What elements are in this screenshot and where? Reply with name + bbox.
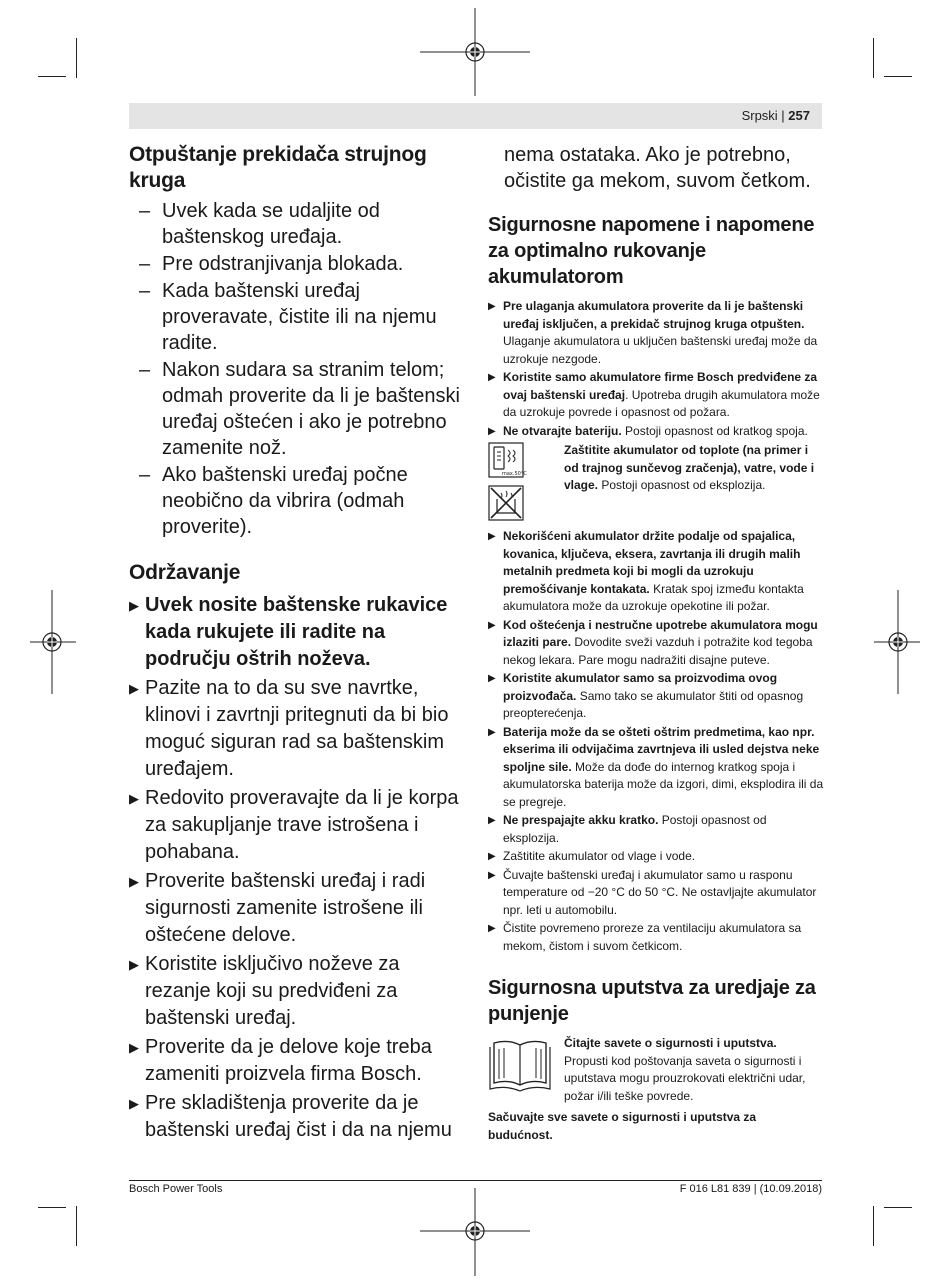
list-item (488, 369, 824, 422)
list-item (488, 812, 824, 847)
list-item-text: Proverite baštenski uređaj i radi sigurnosti zamenite istrošene ili oštećene delove. (145, 870, 426, 946)
list-item-text: Zaštitite akumulator od vlage i vode. (503, 849, 696, 863)
list-item (129, 868, 467, 949)
list-item-bold: Kod oštećenja i nestručne upotrebe akumulatora mogu izlaziti pare. (503, 617, 818, 649)
list-item-text: Proverite da je delove koje treba zameniti proizvela firma Bosch. (145, 1036, 432, 1085)
header-text: Srpski | 257 (741, 108, 810, 123)
footer-rule (129, 1180, 822, 1181)
crop-mark (38, 76, 66, 77)
list-item (129, 785, 467, 866)
list-item-text: Čistite povremeno proreze za ventilaciju akumulatora sa mekom, čistom i suvom četkicom. (503, 921, 802, 953)
heat-warning-text (564, 442, 824, 495)
heat-warning-rest: Postoji opasnost od eksplozija. (598, 478, 766, 492)
triangle-bullet-icon: ▶ (488, 923, 496, 934)
continued-paragraph: nema ostataka. Ako je potrebno, očistite ga mekom, suvom četkom. (504, 144, 811, 192)
triangle-bullet-icon: ▶ (488, 531, 496, 542)
list-item (488, 617, 824, 670)
crop-mark (873, 38, 874, 78)
list-item (488, 920, 824, 955)
crop-mark (873, 1206, 874, 1246)
triangle-bullet-icon: ▶ (488, 851, 496, 862)
heat-warning-block (488, 442, 824, 522)
list-item-text: Redovito proveravajte da li je korpa za sakupljanje trave istrošena i pohabana. (145, 787, 459, 863)
read-instructions-rest: Propusti kod poštovanja saveta o sigurnosti i uputstava mogu prouzrokovati električni udar, požar i/ili teške povrede. (564, 1053, 806, 1103)
triangle-bullet-icon: ▶ (488, 425, 496, 437)
footer-brand: Bosch Power Tools (129, 1183, 223, 1195)
dash-bullet: – (139, 359, 151, 381)
triangle-bullet-icon: ▶ (488, 301, 496, 312)
header-language: Srpski (741, 108, 778, 123)
registration-mark-icon (30, 590, 76, 694)
list-item (129, 592, 467, 673)
dash-bullet: – (139, 200, 151, 222)
list-item-text: Uvek kada se udaljite od baštenskog uređaja. (162, 200, 380, 248)
list-item-text: Kada baštenski uređaj proveravate, čistite ili na njemu radite. (162, 280, 437, 354)
list-item-text: Može da dođe do internog kratkog spoja i akumulatorska baterija može da izgori, dimi, eksplodira ili da se pregreje. (503, 759, 824, 809)
list-item (488, 298, 824, 368)
list-item-bold: Koristite akumulator samo sa proizvodima ovog proizvođača. (503, 671, 778, 703)
heat-protection-icon (488, 442, 527, 478)
list-item-bold: Ne prespajajte akku kratko. (503, 813, 659, 827)
list-item (129, 198, 467, 250)
triangle-bullet-icon: ▶ (488, 372, 496, 383)
list-item-text: Pre odstranjivanja blokada. (162, 253, 404, 275)
list-item-text: Uvek nosite baštenske rukavice kada rukujete ili radite na području oštrih noževa. (145, 594, 448, 670)
list-item (129, 278, 467, 356)
section-heading-battery-safety: Sigurnosne napomene i napomene za optimalno rukovanje akumulatorom (488, 214, 815, 288)
right-column (488, 142, 824, 1144)
triangle-bullet-icon: ▶ (129, 681, 139, 696)
list-item (129, 1090, 467, 1144)
read-instructions-bold: Čitajte savete o sigurnosti i uputstva. (564, 1036, 777, 1050)
list-item (488, 724, 824, 812)
triangle-bullet-icon: ▶ (129, 1040, 139, 1055)
dash-bullet: – (139, 464, 151, 486)
list-item-text: Čuvajte baštenski uređaj i akumulator samo u rasponu temperature od −20 °C do 50 °C. Ne ostavljajte akumulator npr. leti u automobilu. (503, 867, 817, 917)
registration-mark-icon (420, 1188, 530, 1276)
crop-mark (38, 1207, 66, 1208)
crop-mark (884, 1207, 912, 1208)
list-item-text: Dovodite sveži vazduh i potražite kod tegoba nekog lekara. Pare mogu nadražiti disajne puteve. (503, 635, 813, 667)
list-item (129, 251, 467, 277)
triangle-bullet-icon: ▶ (488, 726, 496, 738)
list-item-text: Koristite isključivo noževe za rezanje koji su predviđeni za baštenski uređaj. (145, 953, 400, 1029)
dash-bullet: – (139, 280, 151, 302)
list-item-text: Samo tako se akumulator štiti od opasnog preopterećenja. (503, 688, 804, 720)
registration-mark-icon (420, 8, 530, 96)
triangle-bullet-icon: ▶ (129, 598, 139, 613)
maintenance-list (129, 592, 467, 1144)
closing-note: Sačuvajte sve savete o sigurnosti i uputstva za budućnost. (488, 1110, 757, 1142)
list-item-text: Postoji opasnost od kratkog spoja. (621, 423, 808, 438)
list-item (488, 423, 824, 441)
no-water-icon (488, 485, 524, 521)
page-header (129, 103, 822, 129)
list-item-bold: Pre ulaganja akumulatora proverite da li je baštenski uređaj isključen, a prekidač strujnog kruga otpušten. (503, 299, 805, 331)
triangle-bullet-icon: ▶ (488, 815, 496, 826)
list-item (129, 675, 467, 783)
list-item-bold: Koristite samo akumulatore firme Bosch predviđene za ovaj baštenski uređaj (503, 370, 818, 402)
list-item (129, 462, 467, 540)
list-item (129, 357, 467, 461)
read-instructions-block (488, 1035, 824, 1105)
list-item (129, 1034, 467, 1088)
triangle-bullet-icon: ▶ (129, 957, 139, 972)
list-item-text: Kratak spoj između kontakta akumulatora može da uzrokuje opekotine ili požar. (503, 581, 804, 613)
crop-mark (76, 38, 77, 78)
list-item-text: Pazite na to da su sve navrtke, klinovi i zavrtnji pritegnuti da bi bio moguć siguran rad sa baštenskim uređajem. (145, 677, 449, 780)
heat-warning-bold: Zaštitite akumulator od toplote (na primer i od trajnog sunčevog zračenja), vatre, vode i vlage. (564, 443, 815, 492)
read-manual-icon (488, 1037, 552, 1093)
page-number: 257 (788, 108, 810, 123)
list-item-text: Postoji opasnost od eksplozija. (503, 813, 767, 845)
list-item-bold: Ne otvarajte bateriju. (503, 423, 622, 438)
list-item-bold: Nekorišćeni akumulator držite podalje od spajalica, kovanica, ključeva, eksera, zavrtanja ili drugih malih metalnih predmeta koji bi mogli da uzrokuju premošćivanje kontakata. (503, 529, 801, 596)
footer-doc-id: F 016 L81 839 | (10.09.2018) (679, 1183, 822, 1195)
list-item (488, 867, 824, 920)
list-item-bold: Baterija može da se ošteti oštrim predmetima, kao npr. ekserima ili odvijačima zavrtnjeva ili usled dejstva neke spoljne sile. (503, 724, 820, 774)
list-item (488, 670, 824, 723)
triangle-bullet-icon: ▶ (129, 1096, 139, 1111)
section-heading-maintenance: Održavanje (129, 561, 241, 584)
triangle-bullet-icon: ▶ (129, 791, 139, 806)
left-column (129, 142, 467, 1146)
triangle-bullet-icon: ▶ (488, 673, 496, 684)
crop-mark (884, 76, 912, 77)
svg-text:max.50°C: max.50°C (502, 471, 527, 477)
list-item-text: . Upotreba drugih akumulatora može da uzrokuje povrede i opasnost od požara. (503, 387, 820, 419)
warning-icons (488, 442, 527, 521)
dash-list (129, 198, 467, 540)
dash-bullet: – (139, 253, 151, 275)
list-item (129, 951, 467, 1032)
list-item (488, 848, 824, 866)
triangle-bullet-icon: ▶ (129, 874, 139, 889)
battery-safety-list-continued (488, 528, 824, 955)
list-item-text: Ulaganje akumulatora u uključen baštenski uređaj može da uzrokuje nezgode. (503, 334, 818, 366)
list-item (488, 528, 824, 616)
section-heading-charger-safety: Sigurnosna uputstva za uredjaje za punjenje (488, 977, 816, 1025)
registration-mark-icon (874, 590, 920, 694)
battery-safety-list (488, 298, 824, 440)
list-item-text: Ako baštenski uređaj počne neobično da vibrira (odmah proverite). (162, 464, 408, 538)
crop-mark (76, 1206, 77, 1246)
triangle-bullet-icon: ▶ (488, 619, 496, 631)
section-heading-circuit-breaker: Otpuštanje prekidača strujnog kruga (129, 143, 427, 192)
triangle-bullet-icon: ▶ (488, 869, 496, 881)
list-item-text: Pre skladištenja proverite da je baštenski uređaj čist i da na njemu (145, 1092, 452, 1141)
read-instructions-text (564, 1035, 824, 1105)
list-item-text: Nakon sudara sa stranim telom; odmah proverite da li je baštenski uređaj oštećen i ako je potrebno zamenite nož. (162, 359, 460, 459)
